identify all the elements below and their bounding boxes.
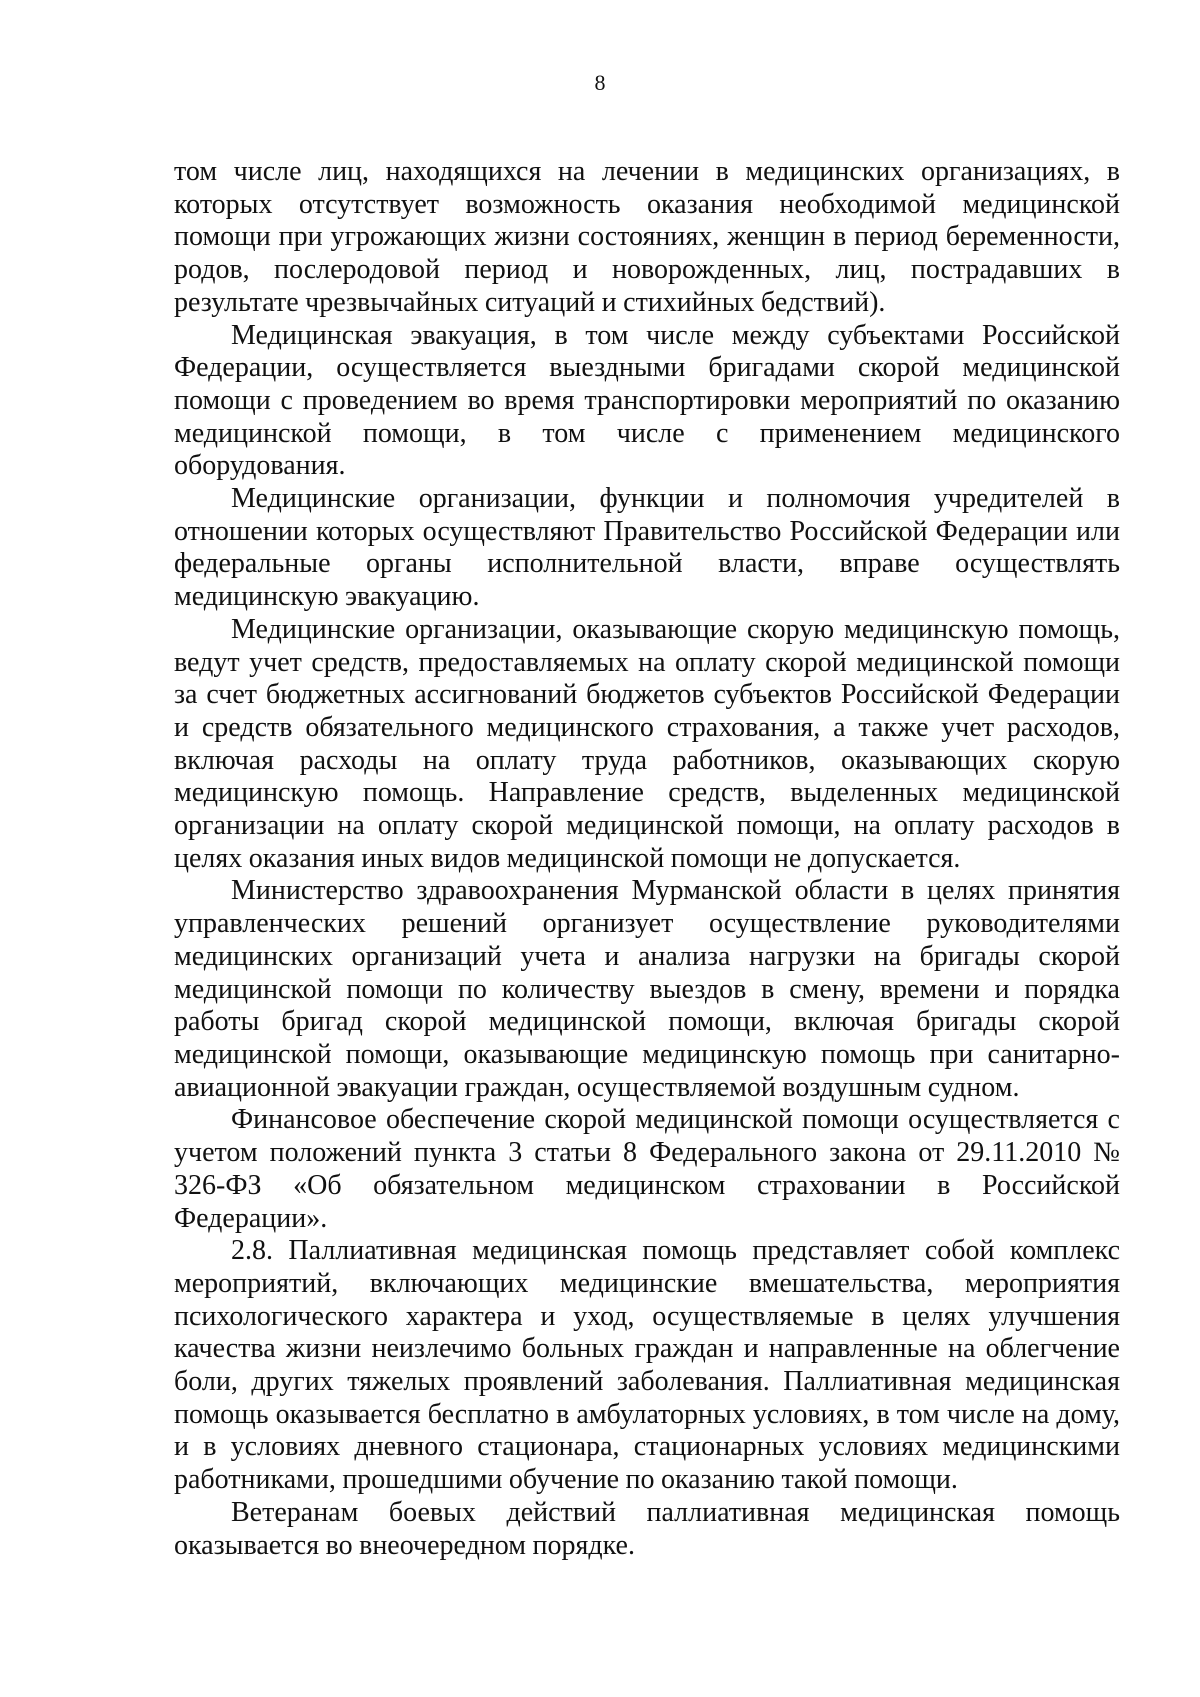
document-body [174, 156, 1120, 1562]
paragraph-palliative-care: 2.8. Паллиативная медицинская помощь представляет собой комплекс мероприятий, включающих медицинские вмешательства, мероприятия психологического характера и уход, осуществляемые в целях улучшения качества жизни неизлечимо больных граждан и направленные на облегчение боли, других тяжелых проявлений заболевания. Паллиативная медицинская помощь оказывается бесплатно в амбулаторных условиях, в том числе на дому, и в условиях дневного стационара, стационарных условиях медицинскими работниками, прошедшими обучение по оказанию такой помощи. [174, 1235, 1120, 1496]
paragraph-ministry-analysis: Министерство здравоохранения Мурманской области в целях принятия управленческих решений организует осуществление руководителями медицинских организаций учета и анализа нагрузки на бригады скорой медицинской помощи по количеству выездов в смену, времени и порядка работы бригад скорой медицинской помощи, включая бригады скорой медицинской помощи, оказывающие медицинскую помощь при санитарно-авиационной эвакуации граждан, осуществляемой воздушным судном. [174, 875, 1120, 1103]
paragraph-emergency-funds-accounting: Медицинские организации, оказывающие скорую медицинскую помощь, ведут учет средств, предоставляемых на оплату скорой медицинской помощи за счет бюджетных ассигнований бюджетов субъектов Российской Федерации и средств обязательного медицинского страхования, а также учет расходов, включая расходы на оплату труда работников, оказывающих скорую медицинскую помощь. Направление средств, выделенных медицинской организации на оплату скорой медицинской помощи, на оплату расходов в целях оказания иных видов медицинской помощи не допускается. [174, 613, 1120, 874]
paragraph-federal-organizations: Медицинские организации, функции и полномочия учредителей в отношении которых осуществляют Правительство Российской Федерации или федеральные органы исполнительной власти, вправе осуществлять медицинскую эвакуацию. [174, 483, 1120, 613]
paragraph-continuation: том числе лиц, находящихся на лечении в медицинских организациях, в которых отсутствует возможность оказания необходимой медицинской помощи при угрожающих жизни состояниях, женщин в период беременности, родов, послеродовой период и новорожденных, лиц, пострадавших в результате чрезвычайных ситуаций и стихийных бедствий). [174, 156, 1120, 318]
paragraph-combat-veterans: Ветеранам боевых действий паллиативная медицинская помощь оказывается во внеочередном порядке. [174, 1496, 1120, 1561]
page-number: 8 [594, 70, 606, 95]
paragraph-financial-support: Финансовое обеспечение скорой медицинской помощи осуществляется с учетом положений пункта 3 статьи 8 Федерального закона от 29.11.2010 № 326-ФЗ «Об обязательном медицинском страховании в Российской Федерации». [174, 1104, 1120, 1234]
paragraph-medical-evacuation: Медицинская эвакуация, в том числе между субъектами Российской Федерации, осуществляется выездными бригадами скорой медицинской помощи с проведением во время транспортировки мероприятий по оказанию медицинской помощи, в том числе с применением медицинского оборудования. [174, 319, 1120, 482]
